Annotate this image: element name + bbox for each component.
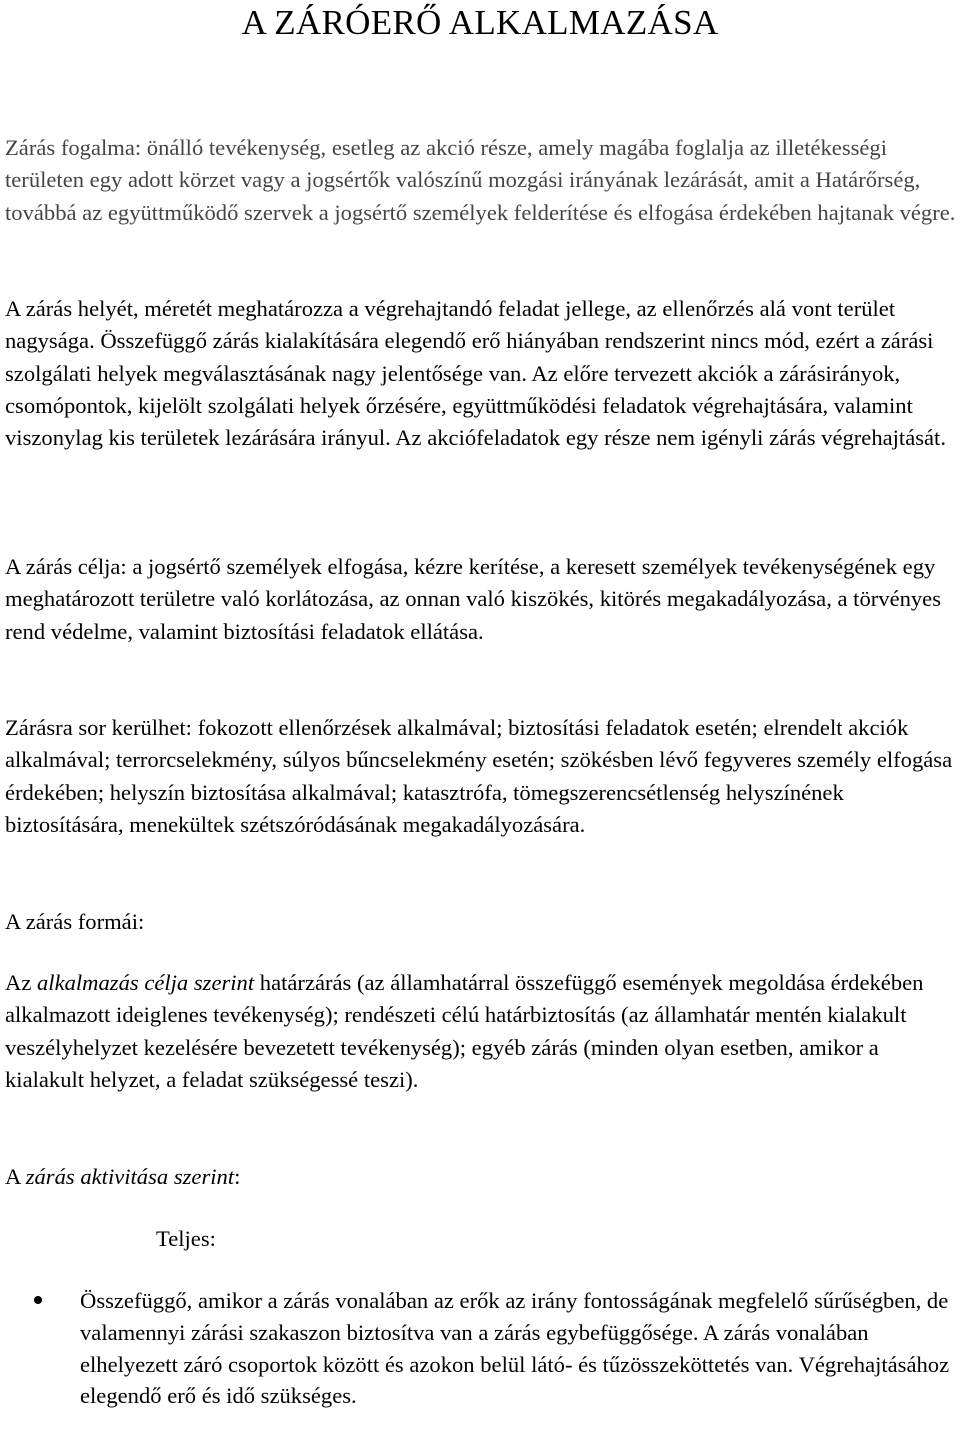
forms-heading: A zárás formái: [5, 909, 145, 934]
location-paragraph: A zárás helyét, méretét meghatározza a végrehajtandó feladat jellege, az ellenőrzés alá vont terület nagysága. Összefüggő zárás kialakítására elegendő erő hiányában rendszerint nincs mód, ezért a zárási szolgálati helyek megválasztásának nagy jelentősége van. Az előre tervezett akciók a zárásirányok, csomópontok, kijelölt szolgálati helyek őrzésére, együttműködési feladatok végrehajtására, valamint viszonylag kis területek lezárására irányul. Az akciófeladatok egy része nem igényli zárás végrehajtását. [5, 296, 946, 451]
forms-by-purpose-paragraph [5, 967, 960, 1096]
bullet-icon [34, 1296, 42, 1304]
full-closure-label: Teljes: [156, 1226, 216, 1251]
purpose-paragraph: A zárás célja: a jogsértő személyek elfogása, kézre kerítése, a keresett személyek tevékenységének egy meghatározott területre való korlátozása, az onnan való kiszökés, kitörés megakadályozása, a törvényes rend védelme, valamint biztosítási feladatok ellátása. [5, 554, 942, 644]
forms-by-purpose-italic: alkalmazás célja szerint [37, 970, 255, 995]
forms-by-activity-rest: : [234, 1164, 241, 1189]
forms-by-activity-heading [5, 1161, 960, 1193]
forms-by-activity-lead: A [5, 1164, 26, 1189]
occasions-paragraph: Zárásra sor kerülhet: fokozott ellenőrzések alkalmával; biztosítási feladatok esetén; elrendelt akciók alkalmával; terrorcselekmény, súlyos bűncselekmény esetén; szökésben lévő fegyveres személy elfogása érdekében; helyszín biztosítása alkalmával; katasztrófa, tömegszerencsétlenség helyszínének biztosítására, menekültek szétszóródásának megakadályozására. [5, 715, 953, 837]
definition-paragraph: Zárás fogalma: önálló tevékenység, esetleg az akció része, amely magába foglalja az illetékességi területen egy adott körzet vagy a jogsértők valószínű mozgási irányának lezárását, amit a Határőrség, továbbá az együttműködő szervek a jogsértő személyek felderítése és elfogása érdekében hajtanak végre. [5, 135, 956, 225]
forms-by-activity-italic: zárás aktivitása szerint [25, 1164, 235, 1189]
forms-by-purpose-rest: határzárás (az államhatárral összefüggő események megoldása érdekében alkalmazott ideiglenes tevékenység); rendészeti célú határbiztosítás (az államhatár mentén kialakult veszélyhelyzet kezelésére bevezetett tevékenység); egyéb zárás (minden olyan esetben, amikor a kialakult helyzet, a feladat szükségessé teszi). [5, 970, 924, 1092]
forms-by-purpose-lead: Az [5, 970, 37, 995]
list-item-text: Összefüggő, amikor a zárás vonalában az erők az irány fontosságának megfelelő sűrűségben, de valamennyi zárási szakaszon biztosítva van a zárás egybefüggősége. A zárás vonalában elhelyezett záró csoportok között és azokon belül látó- és tűzösszeköttetés van. Végrehajtásához elegendő erő és idő szükséges. [80, 1288, 950, 1409]
page-title: A ZÁRÓERŐ ALKALMAZÁSA [241, 3, 719, 42]
